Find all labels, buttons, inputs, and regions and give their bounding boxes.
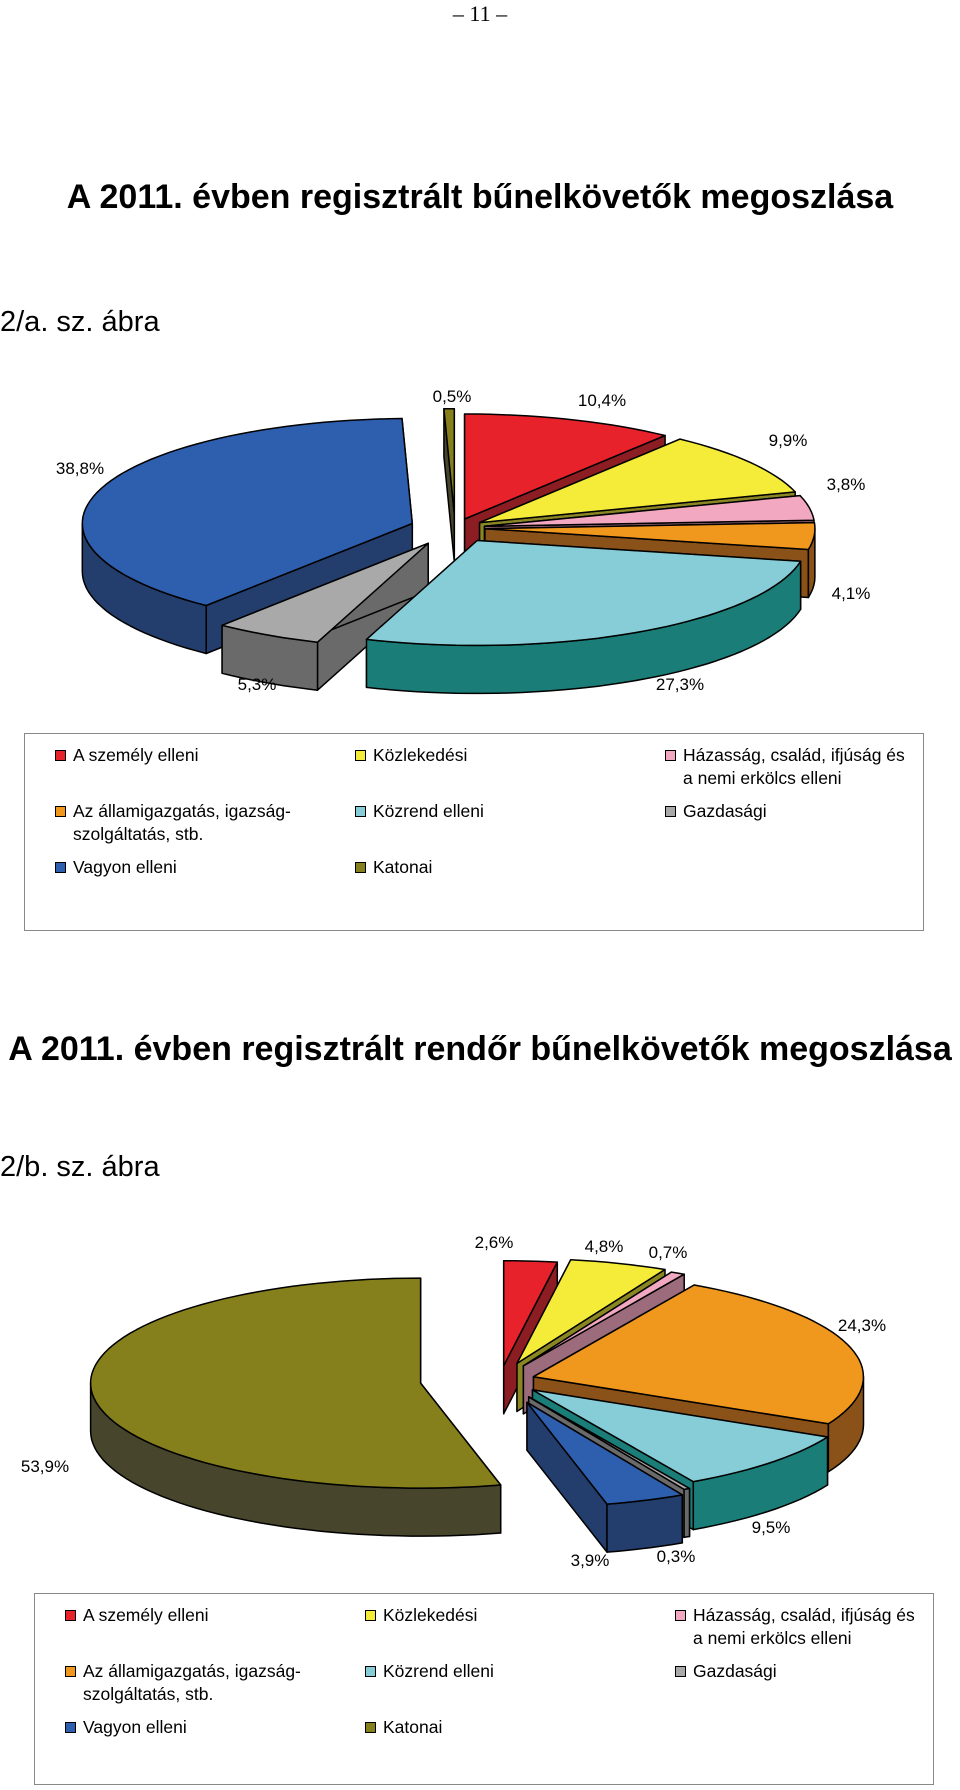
chart-b-legend-item-5 xyxy=(675,1660,777,1683)
chart-b-legend-item-3 xyxy=(65,1660,301,1706)
chart-b-data-label-4: 9,5% xyxy=(751,1518,791,1537)
chart-a-data-label-3: 4,1% xyxy=(831,584,871,603)
chart-a-legend-swatch-2 xyxy=(665,750,676,761)
chart-a-pie xyxy=(0,380,960,720)
chart-a-legend-swatch-0 xyxy=(55,750,66,761)
chart-a-data-label-5: 5,3% xyxy=(237,675,277,694)
chart-b-legend-label-6: Vagyon elleni xyxy=(83,1717,187,1737)
chart-a-legend-item-0 xyxy=(55,744,198,767)
chart-b-legend-item-7 xyxy=(365,1716,442,1739)
chart-b-legend-swatch-4 xyxy=(365,1666,376,1677)
chart-b-legend-item-2 xyxy=(675,1604,915,1650)
chart-b-legend-label-7: Katonai xyxy=(383,1717,443,1737)
chart-a-legend-swatch-4 xyxy=(355,806,366,817)
chart-b-legend-label-4: Közrend elleni xyxy=(383,1661,494,1681)
chart-b-legend-swatch-7 xyxy=(365,1722,376,1733)
chart-b-legend-swatch-5 xyxy=(675,1666,686,1677)
chart-a-legend-item-2 xyxy=(665,744,905,790)
chart-b-legend-item-4 xyxy=(365,1660,494,1683)
chart-a-legend-label-1: Közlekedési xyxy=(373,745,468,765)
chart-b-legend-label-0: A személy elleni xyxy=(83,1605,209,1625)
chart-b-legend-swatch-6 xyxy=(65,1722,76,1733)
chart-a-legend-label-6: Vagyon elleni xyxy=(73,857,177,877)
page-number: – 11 – xyxy=(452,1,508,26)
chart-b-legend-label-2: Házasság, család, ifjúság és a nemi erkölcs elleni xyxy=(693,1605,915,1648)
chart-a-legend-swatch-3 xyxy=(55,806,66,817)
chart-b-figure-label: 2/b. sz. ábra xyxy=(0,1151,160,1183)
chart-a-figure-label: 2/a. sz. ábra xyxy=(0,306,160,338)
chart-b-data-label-6: 3,9% xyxy=(570,1551,610,1570)
chart-b-data-label-0: 2,6% xyxy=(474,1233,514,1252)
chart-b-legend-swatch-0 xyxy=(65,1610,76,1621)
chart-b-pie xyxy=(0,1225,960,1590)
chart-a-legend-label-3: Az államigazgatás, igazság- szolgáltatás, stb. xyxy=(73,801,291,844)
chart-a-legend-item-5 xyxy=(665,800,767,823)
chart-a-data-label-4: 27,3% xyxy=(655,675,705,694)
chart-a-legend-swatch-1 xyxy=(355,750,366,761)
chart-a-data-label-2: 3,8% xyxy=(826,475,866,494)
chart-b-legend-swatch-2 xyxy=(675,1610,686,1621)
chart-b-legend-item-0 xyxy=(65,1604,208,1627)
chart-b-data-label-1: 4,8% xyxy=(584,1237,624,1256)
chart-b-legend xyxy=(34,1593,934,1785)
chart-a-data-label-0: 10,4% xyxy=(577,391,627,410)
chart-a-legend-item-4 xyxy=(355,800,484,823)
chart-a-title: A 2011. évben regisztrált bűnelkövetők megoszlása xyxy=(66,178,894,216)
chart-a-data-label-6: 38,8% xyxy=(55,459,105,478)
chart-a-legend xyxy=(24,733,924,931)
chart-b-data-label-5: 0,3% xyxy=(656,1547,696,1566)
chart-b-legend-swatch-3 xyxy=(65,1666,76,1677)
chart-a-legend-swatch-7 xyxy=(355,862,366,873)
chart-b-title: A 2011. évben regisztrált rendőr bűnelkövetők megoszlása xyxy=(8,1030,952,1068)
chart-a-legend-item-1 xyxy=(355,744,467,767)
chart-a-legend-swatch-6 xyxy=(55,862,66,873)
chart-b-legend-swatch-1 xyxy=(365,1610,376,1621)
chart-b-data-label-2: 0,7% xyxy=(648,1243,688,1262)
chart-a-legend-label-7: Katonai xyxy=(373,857,433,877)
chart-b-legend-item-6 xyxy=(65,1716,187,1739)
chart-b-legend-label-3: Az államigazgatás, igazság- szolgáltatás, stb. xyxy=(83,1661,301,1704)
chart-b-legend-label-5: Gazdasági xyxy=(693,1661,777,1681)
chart-a-data-label-7: 0,5% xyxy=(432,387,472,406)
chart-a-legend-item-7 xyxy=(355,856,432,879)
chart-a-legend-label-2: Házasság, család, ifjúság és a nemi erkölcs elleni xyxy=(683,745,905,788)
chart-a-legend-item-6 xyxy=(55,856,177,879)
chart-b-data-label-3: 24,3% xyxy=(837,1316,887,1335)
chart-a-legend-label-4: Közrend elleni xyxy=(373,801,484,821)
chart-a-data-label-1: 9,9% xyxy=(768,431,808,450)
chart-a-legend-label-0: A személy elleni xyxy=(73,745,199,765)
chart-b-slice-5-side xyxy=(684,1489,689,1538)
chart-a-legend-label-5: Gazdasági xyxy=(683,801,767,821)
chart-a-legend-swatch-5 xyxy=(665,806,676,817)
chart-b-legend-label-1: Közlekedési xyxy=(383,1605,478,1625)
chart-a-legend-item-3 xyxy=(55,800,291,846)
chart-b-data-label-7: 53,9% xyxy=(20,1457,70,1476)
chart-b-legend-item-1 xyxy=(365,1604,477,1627)
